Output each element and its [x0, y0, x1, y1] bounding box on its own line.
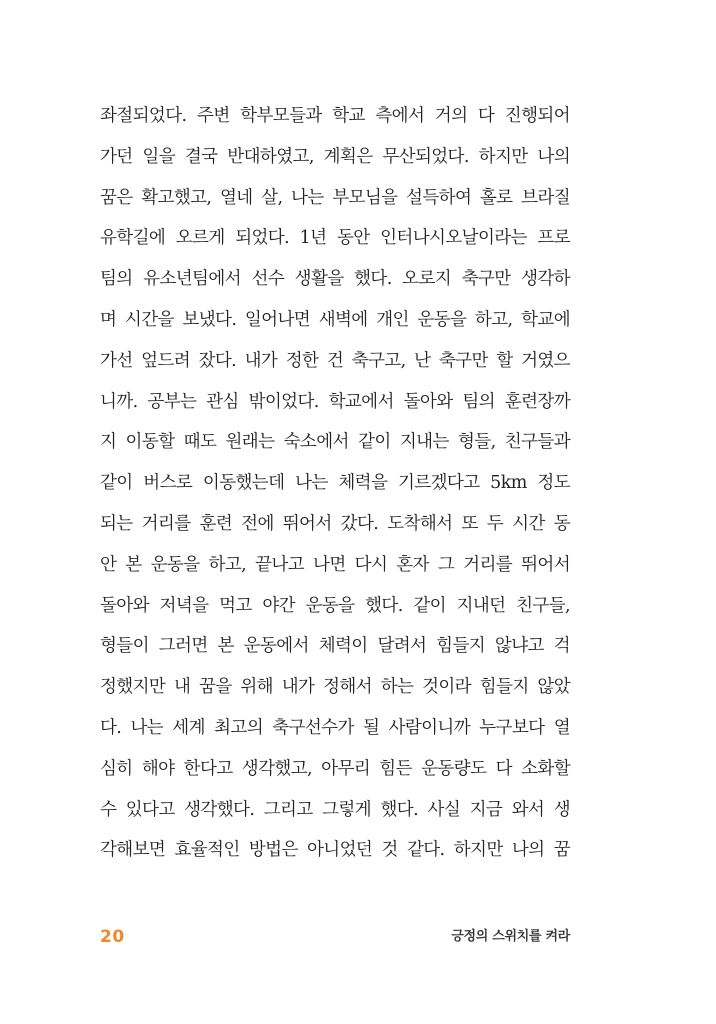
running-footer-title: 긍정의 스위치를 켜라 — [451, 929, 570, 944]
text-line: 가선 엎드려 잤다. 내가 정한 건 축구고, 난 축구만 할 거였으 — [100, 350, 570, 371]
text-line: 되는 거리를 훈련 전에 뛰어서 갔다. 도착해서 또 두 시간 동 — [100, 513, 570, 534]
text-line: 심히 해야 한다고 생각했고, 아무리 힘든 운동량도 다 소화할 — [100, 758, 570, 779]
text-line: 가던 일을 결국 반대하였고, 계획은 무산되었다. 하지만 나의 — [100, 146, 570, 167]
text-line: 팀의 유소년팀에서 선수 생활을 했다. 오로지 축구만 생각하 — [100, 269, 570, 290]
text-line: 수 있다고 생각했다. 그리고 그렇게 했다. 사실 지금 와서 생 — [100, 799, 570, 820]
text-line: 지 이동할 때도 원래는 숙소에서 같이 지내는 형들, 친구들과 — [100, 432, 570, 453]
text-line: 형들이 그러면 본 운동에서 체력이 달려서 힘들지 않냐고 걱 — [100, 636, 570, 657]
text-line: 안 본 운동을 하고, 끝나고 나면 다시 혼자 그 거리를 뛰어서 — [100, 554, 570, 575]
text-line: 유학길에 오르게 되었다. 1년 동안 인터나시오날이라는 프로 — [100, 228, 570, 249]
text-line: 좌절되었다. 주변 학부모들과 학교 측에서 거의 다 진행되어 — [100, 106, 570, 126]
text-line: 정했지만 내 꿈을 위해 내가 정해서 하는 것이라 힘들지 않았 — [100, 677, 570, 698]
text-line: 며 시간을 보냈다. 일어나면 새벽에 개인 운동을 하고, 학교에 — [100, 309, 570, 330]
text-line: 꿈은 확고했고, 열네 살, 나는 부모님을 설득하여 홀로 브라질 — [100, 187, 570, 208]
text-line: 돌아와 저녁을 먹고 야간 운동을 했다. 같이 지내던 친구들, — [100, 595, 570, 616]
body-text — [100, 96, 570, 871]
text-line: 같이 버스로 이동했는데 나는 체력을 기르겠다고 5km 정도 — [100, 473, 570, 494]
page-number: 20 — [100, 927, 125, 947]
text-line: 니까. 공부는 관심 밖이었다. 학교에서 돌아와 팀의 훈련장까 — [100, 391, 570, 412]
text-line: 다. 나는 세계 최고의 축구선수가 될 사람이니까 누구보다 열 — [100, 717, 570, 738]
text-line: 각해보면 효율적인 방법은 아니었던 것 같다. 하지만 나의 꿈 — [100, 840, 570, 861]
